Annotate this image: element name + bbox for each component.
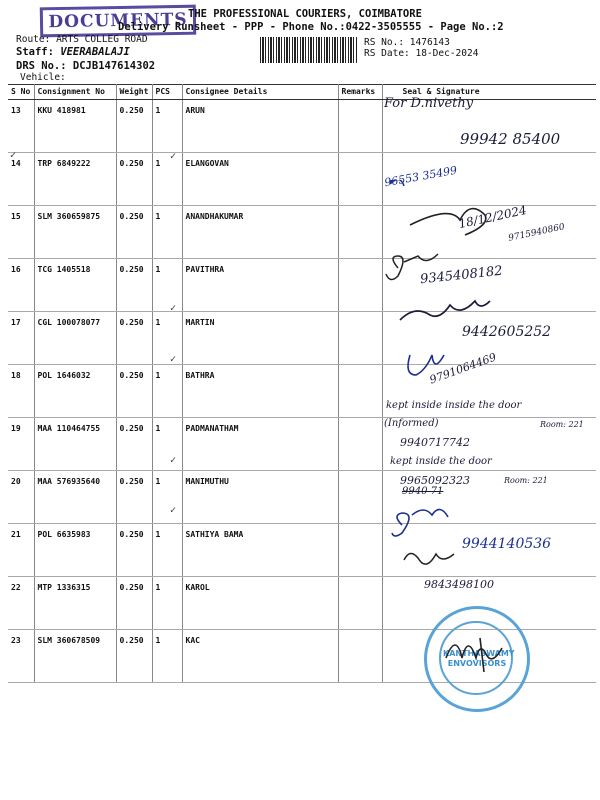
cell-weight: 0.250	[116, 577, 152, 630]
cell-remarks	[338, 365, 382, 418]
handwritten-phone: 9345408182	[419, 263, 504, 288]
cell-sno: 19	[8, 418, 34, 471]
cell-consignment: MTP 1336315	[34, 577, 116, 630]
tick-mark: ✓	[10, 150, 17, 161]
handwritten-strike: 9940 71	[402, 486, 444, 497]
handwritten-note: kept inside the door	[390, 456, 492, 467]
cell-consignee: PADMANATHAM	[182, 418, 338, 471]
cell-sno: 17	[8, 312, 34, 365]
handwritten-note: (Informed)	[384, 418, 439, 429]
cell-pcs: 1	[152, 259, 182, 312]
handwritten-note: kept inside inside the door	[386, 400, 522, 411]
signature-scribble	[386, 254, 438, 280]
cell-remarks	[338, 153, 382, 206]
handwritten-phone: 9843498100	[424, 578, 494, 591]
signature-scribbles	[380, 180, 590, 580]
cell-weight: 0.250	[116, 153, 152, 206]
route-line: Route: ARTS COLLEG ROAD	[16, 34, 148, 45]
cell-consignment: SLM 360678509	[34, 630, 116, 683]
cell-weight: 0.250	[116, 630, 152, 683]
staff-line: Staff: VEERABALAJI	[16, 46, 130, 58]
cell-sno: 22	[8, 577, 34, 630]
cell-pcs: 1	[152, 471, 182, 524]
cell-sno: 21	[8, 524, 34, 577]
cell-consignee: KAC	[182, 630, 338, 683]
cell-consignee: ANANDHAKUMAR	[182, 206, 338, 259]
col-consignee: Consignee Details	[182, 85, 338, 100]
signature-scribble	[408, 355, 444, 375]
signature-scribble	[400, 301, 490, 320]
signature-scribble	[388, 180, 404, 186]
col-remarks: Remarks	[338, 85, 382, 100]
cell-weight: 0.250	[116, 312, 152, 365]
table-header	[8, 85, 596, 100]
cell-pcs: 1	[152, 577, 182, 630]
cell-weight: 0.250	[116, 524, 152, 577]
tick-mark: ✓	[170, 354, 177, 365]
cell-weight: 0.250	[116, 418, 152, 471]
handwritten-phone: 9944140536	[462, 536, 552, 552]
cell-consignment: POL 1646032	[34, 365, 116, 418]
cell-weight: 0.250	[116, 471, 152, 524]
cell-sno: 16	[8, 259, 34, 312]
col-weight: Weight	[116, 85, 152, 100]
cell-consignment: POL 6635983	[34, 524, 116, 577]
company-seal: KANTHASWAMY ENVOVISORS	[424, 606, 530, 712]
rs-no: RS No.: 1476143	[364, 37, 450, 48]
cell-weight: 0.250	[116, 259, 152, 312]
signature-scribble	[410, 209, 486, 235]
cell-sno: 15	[8, 206, 34, 259]
col-sno: S No	[8, 85, 34, 100]
tick-mark: ✓	[170, 303, 177, 314]
cell-remarks	[338, 577, 382, 630]
handwritten-date: 18/12/2024	[457, 202, 528, 232]
cell-remarks	[338, 630, 382, 683]
tick-mark: ✓	[170, 151, 177, 162]
cell-remarks	[338, 471, 382, 524]
signature-scribble	[392, 509, 448, 536]
handwritten-phone: 9442605252	[462, 324, 552, 340]
cell-pcs: 1	[152, 100, 182, 153]
cell-sno: 14	[8, 153, 34, 206]
company-title: THE PROFESSIONAL COURIERS, COIMBATORE	[188, 8, 422, 20]
cell-consignee: ELANGOVAN	[182, 153, 338, 206]
handwritten-phone: 9715940860	[507, 222, 566, 244]
runsheet-line: Delivery Runsheet - PPP - Phone No.:0422-3505555 - Page No.:2	[118, 21, 504, 33]
documents-stamp: DOCUMENTS	[40, 5, 196, 38]
signature-scribble	[404, 553, 454, 564]
handwritten-phone: 96553 35499	[383, 163, 459, 190]
handwritten-phone: 9965092323	[400, 474, 470, 487]
cell-pcs: 1	[152, 365, 182, 418]
seal-signature	[440, 628, 520, 678]
cell-weight: 0.250	[116, 206, 152, 259]
cell-remarks	[338, 206, 382, 259]
cell-sno: 20	[8, 471, 34, 524]
handwritten-phone: 9940717742	[400, 436, 470, 449]
cell-consignee: SATHIYA BAMA	[182, 524, 338, 577]
col-consignment: Consignment No	[34, 85, 116, 100]
tick-mark: ✓	[170, 455, 177, 466]
cell-consignee: BATHRA	[182, 365, 338, 418]
cell-consignee: KAROL	[182, 577, 338, 630]
cell-pcs: 1	[152, 418, 182, 471]
cell-consignment: TRP 6849222	[34, 153, 116, 206]
cell-consignment: CGL 100078077	[34, 312, 116, 365]
cell-sno: 18	[8, 365, 34, 418]
cell-consignment: TCG 1405518	[34, 259, 116, 312]
cell-consignee: PAVITHRA	[182, 259, 338, 312]
cell-remarks	[338, 312, 382, 365]
cell-consignee: ARUN	[182, 100, 338, 153]
cell-weight: 0.250	[116, 365, 152, 418]
handwritten-room: Room: 221	[540, 420, 584, 429]
cell-pcs: 1	[152, 153, 182, 206]
handwritten-room: Room: 221	[504, 476, 548, 485]
vehicle-line: Vehicle:	[20, 72, 66, 83]
cell-consignment: SLM 360659875	[34, 206, 116, 259]
cell-remarks	[338, 524, 382, 577]
handwritten-phone: 99942 85400	[460, 130, 561, 148]
cell-sno: 23	[8, 630, 34, 683]
cell-pcs: 1	[152, 312, 182, 365]
barcode	[260, 37, 358, 63]
cell-remarks	[338, 418, 382, 471]
cell-pcs: 1	[152, 206, 182, 259]
cell-remarks	[338, 259, 382, 312]
col-signature: Seal & Signature	[382, 85, 596, 100]
cell-consignment: MAA 110464755	[34, 418, 116, 471]
rs-date: RS Date: 18-Dec-2024	[364, 48, 479, 59]
tick-mark: ✓	[170, 505, 177, 516]
cell-sno: 13	[8, 100, 34, 153]
cell-remarks	[338, 100, 382, 153]
handwritten-phone: 9791064469	[427, 350, 499, 387]
cell-consignment: MAA 576935640	[34, 471, 116, 524]
drs-line: DRS No.: DCJB147614302	[16, 60, 156, 72]
handwritten-note: For D.nivethy	[384, 96, 474, 111]
cell-consignee: MANIMUTHU	[182, 471, 338, 524]
cell-weight: 0.250	[116, 100, 152, 153]
cell-consignee: MARTIN	[182, 312, 338, 365]
col-pcs: PCS	[152, 85, 182, 100]
cell-pcs: 1	[152, 630, 182, 683]
cell-consignment: KKU 418981	[34, 100, 116, 153]
cell-pcs: 1	[152, 524, 182, 577]
